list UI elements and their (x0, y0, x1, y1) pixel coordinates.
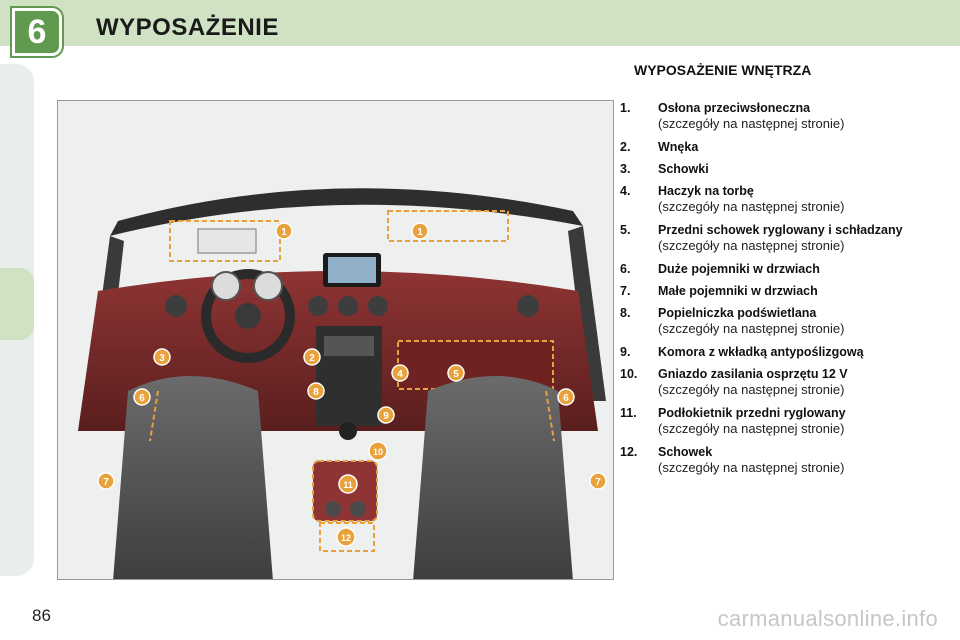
legend-item-note: (szczegóły na następnej stronie) (658, 321, 845, 336)
legend-item (618, 223, 948, 254)
legend-item (618, 262, 948, 276)
callout-7-left (98, 473, 114, 489)
page-number: 86 (32, 606, 51, 625)
legend-item-label: Małe pojemniki w drzwiach (658, 284, 818, 298)
vent-icon (517, 295, 539, 317)
svg-text:1: 1 (417, 227, 423, 238)
legend-item-number: 8. (620, 306, 631, 320)
legend-item-note: (szczegóły na następnej stronie) (658, 421, 845, 436)
legend-title: WYPOSAŻENIE WNĘTRZA (634, 62, 812, 78)
callout-10 (369, 442, 387, 460)
car-interior-illustration (57, 100, 614, 580)
radio-panel (324, 336, 374, 356)
svg-text:6: 6 (139, 393, 145, 404)
svg-text:1: 1 (281, 227, 287, 238)
gear-knob (339, 422, 357, 440)
callout-11 (339, 475, 357, 493)
legend-item (618, 445, 948, 476)
callout-6-left (134, 389, 150, 405)
nav-screen (328, 257, 376, 283)
legend-item-note: (szczegóły na następnej stronie) (658, 199, 845, 214)
svg-text:6: 6 (563, 393, 569, 404)
callout-3 (154, 349, 170, 365)
callout-1-left (276, 223, 292, 239)
svg-text:9: 9 (383, 411, 389, 422)
legend-item-label: Przedni schowek ryglowany i schładzany (658, 223, 903, 237)
svg-text:3: 3 (159, 353, 165, 364)
svg-text:10: 10 (372, 447, 384, 457)
chapter-side-marker (0, 268, 34, 340)
rear-vent-icon (350, 501, 366, 517)
legend-item-number: 10. (620, 367, 638, 381)
legend-item (618, 162, 948, 176)
legend-item-label: Gniazdo zasilania osprzętu 12 V (658, 367, 848, 381)
callout-6-right (558, 389, 574, 405)
legend-item-number: 3. (620, 162, 631, 176)
car-interior-drawing (58, 101, 614, 580)
legend-item (618, 140, 948, 154)
callout-12 (337, 528, 355, 546)
legend-item-label: Popielniczka podświetlana (658, 306, 817, 320)
svg-text:5: 5 (453, 369, 459, 380)
svg-text:7: 7 (595, 477, 601, 488)
vanity-mirror (198, 229, 256, 253)
legend-item-label: Haczyk na torbę (658, 184, 754, 198)
watermark: carmanualsonline.info (717, 606, 938, 631)
legend-item (618, 306, 948, 337)
legend-item-label: Schowek (658, 445, 713, 459)
legend-item-label: Osłona przeciwsłoneczna (658, 101, 811, 115)
legend-item-label: Podłokietnik przedni ryglowany (658, 406, 846, 420)
callout-1-right (412, 223, 428, 239)
legend-item (618, 345, 948, 359)
legend-list (618, 101, 948, 476)
callout-5 (448, 365, 464, 381)
legend-item-number: 11. (620, 406, 637, 420)
legend-item-number: 12. (620, 445, 638, 459)
tachometer-gauge (254, 272, 282, 300)
vent-icon (368, 296, 388, 316)
passenger-seat (413, 376, 573, 580)
vent-icon (308, 296, 328, 316)
svg-text:4: 4 (397, 369, 403, 380)
legend-item (618, 367, 948, 398)
legend-item-number: 7. (620, 284, 631, 298)
equipment-legend (618, 62, 948, 484)
callout-8 (308, 383, 324, 399)
legend-item (618, 406, 948, 437)
legend-item-label: Schowki (658, 162, 709, 176)
speedometer-gauge (212, 272, 240, 300)
legend-item-number: 6. (620, 262, 631, 276)
chapter-number-tab: 6 (12, 8, 62, 56)
steering-hub (235, 303, 261, 329)
vent-icon (165, 295, 187, 317)
callout-4 (392, 365, 408, 381)
legend-item (618, 184, 948, 215)
svg-text:12: 12 (340, 533, 352, 543)
svg-text:7: 7 (103, 477, 109, 488)
callout-7-right (590, 473, 606, 489)
legend-item (618, 101, 948, 132)
legend-item (618, 284, 948, 298)
legend-item-note: (szczegóły na następnej stronie) (658, 238, 845, 253)
callout-2 (304, 349, 320, 365)
rear-vent-icon (325, 501, 341, 517)
callout-9 (378, 407, 394, 423)
legend-item-note: (szczegóły na następnej stronie) (658, 382, 845, 397)
legend-item-number: 9. (620, 345, 631, 359)
legend-item-note: (szczegóły na następnej stronie) (658, 116, 845, 131)
svg-text:8: 8 (313, 387, 319, 398)
vent-icon (338, 296, 358, 316)
legend-item-number: 1. (620, 101, 631, 115)
legend-item-label: Komora z wkładką antypoślizgową (658, 345, 864, 359)
legend-item-note: (szczegóły na następnej stronie) (658, 460, 845, 475)
svg-text:11: 11 (343, 480, 353, 490)
legend-item-label: Duże pojemniki w drzwiach (658, 262, 820, 276)
legend-item-number: 5. (620, 223, 631, 237)
legend-item-label: Wnęka (658, 140, 699, 154)
driver-seat (113, 376, 273, 580)
svg-text:2: 2 (309, 353, 315, 364)
legend-item-number: 2. (620, 140, 631, 154)
legend-item-number: 4. (620, 184, 631, 198)
chapter-title: WYPOSAŻENIE (96, 14, 279, 41)
